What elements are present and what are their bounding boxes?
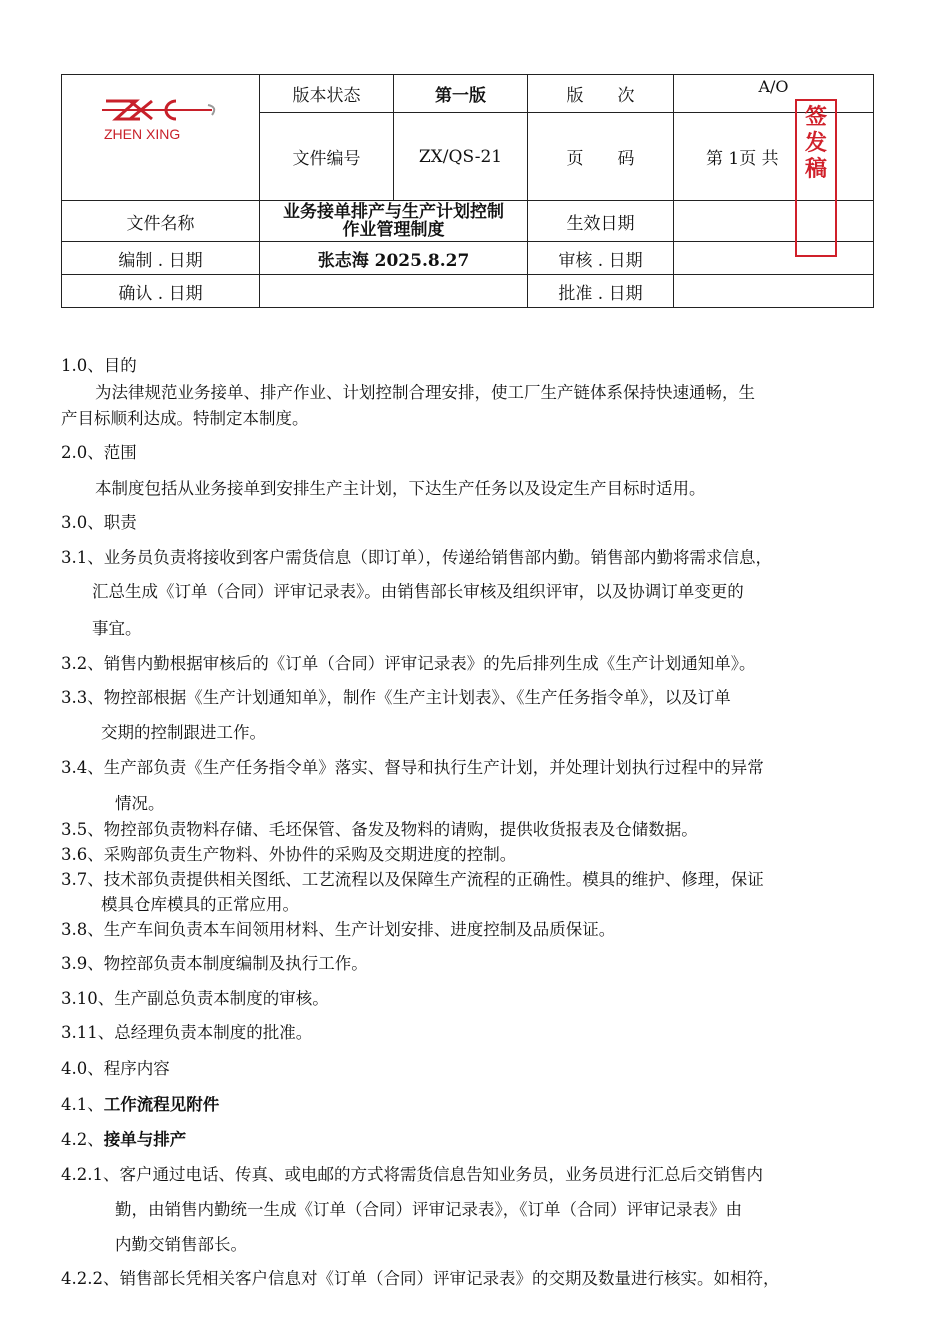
paragraph-line: 情况。 <box>115 794 165 813</box>
paragraph-line: 3.6、采购部负责生产物料、外协件的采购及交期进度的控制。 <box>61 845 517 864</box>
paragraph-line: 3.10、生产副总负责本制度的审核。 <box>61 989 329 1008</box>
subsection-number: 4.2、 <box>61 1130 104 1149</box>
paragraph-line: 3.9、物控部负责本制度编制及执行工作。 <box>61 954 368 973</box>
reviewed-label: 审核 . 日期 <box>528 242 674 275</box>
edition-label: 版 次 <box>528 75 674 113</box>
paragraph-line: 内勤交销售部长。 <box>115 1235 247 1254</box>
file-name-line2: 作业管理制度 <box>342 220 445 240</box>
issued-draft-stamp <box>795 99 837 257</box>
paragraph-line: 3.5、物控部负责物料存储、毛坯保管、备发及物料的请购，提供收货报表及仓储数据。 <box>61 820 698 839</box>
section-heading: 1.0、目的 <box>61 356 137 375</box>
stamp-char-3: 稿 <box>804 157 827 182</box>
company-logo-icon <box>102 93 222 149</box>
paragraph-line: 产目标顺利达成。特制定本制度。 <box>61 409 309 428</box>
paragraph-line: 事宜。 <box>92 619 142 638</box>
paragraph-line: 勤，由销售内勤统一生成《订单（合同）评审记录表》，《订单（合同）评审记录表》由 <box>115 1200 742 1219</box>
paragraph-line: 3.4、生产部负责《生产任务指令单》落实、督导和执行生产计划，并处理计划执行过程中的异常 <box>61 758 764 777</box>
confirmed-label: 确认 . 日期 <box>62 275 260 308</box>
approved-label: 批准 . 日期 <box>528 275 674 308</box>
effective-date-value <box>674 201 874 242</box>
page-value: 第 1页 共 <box>674 113 874 201</box>
reviewed-value <box>674 242 874 275</box>
paragraph-line: 交期的控制跟进工作。 <box>101 723 266 742</box>
version-status-label: 版本状态 <box>260 75 394 113</box>
file-name-label: 文件名称 <box>62 201 260 242</box>
logo-text: ZHEN XING <box>104 126 181 142</box>
stamp-char-2: 发 <box>804 131 827 156</box>
document-header-table <box>61 74 874 308</box>
page-label: 页 码 <box>528 113 674 201</box>
subsection-heading <box>61 1126 186 1150</box>
edition-value: A/O <box>674 75 874 113</box>
paragraph-line: 模具仓库模具的正常应用。 <box>101 895 299 914</box>
doc-number-label: 文件编号 <box>260 113 394 201</box>
subsection-title: 接单与排产 <box>103 1130 187 1149</box>
paragraph-line: 本制度包括从业务接单到安排生产主计划，下达生产任务以及设定生产目标时适用。 <box>95 479 706 498</box>
subsection-title: 工作流程见附件 <box>103 1095 220 1114</box>
paragraph-line: 汇总生成《订单（合同）评审记录表》。由销售部长审核及组织评审，以及协调订单变更的 <box>92 582 744 601</box>
effective-date-label: 生效日期 <box>528 201 674 242</box>
section-heading: 4.0、程序内容 <box>61 1059 170 1078</box>
paragraph-line: 3.3、物控部根据《生产计划通知单》，制作《生产主计划表》、《生产任务指令单》，以及订单 <box>61 688 731 707</box>
paragraph-line: 3.1、业务员负责将接收到客户需货信息（即订单），传递给销售部内勤。销售部内勤将需求信息， <box>61 548 772 567</box>
file-name-value <box>260 201 528 242</box>
stamp-char-1: 签 <box>804 105 827 130</box>
subsection-number: 4.1、 <box>61 1095 104 1114</box>
paragraph-line: 4.2.2、销售部长凭相关客户信息对《订单（合同）评审记录表》的交期及数量进行核实。如相符， <box>61 1269 780 1288</box>
subsection-heading <box>61 1091 219 1115</box>
confirmed-value <box>260 275 528 308</box>
prepared-label: 编制 . 日期 <box>62 242 260 275</box>
section-heading: 2.0、范围 <box>61 443 137 462</box>
prepared-value: 张志海 2025.8.27 <box>260 242 528 275</box>
paragraph-line: 3.8、生产车间负责本车间领用材料、生产计划安排、进度控制及品质保证。 <box>61 920 616 939</box>
section-heading: 3.0、职责 <box>61 513 137 532</box>
paragraph-line: 3.11、总经理负责本制度的批准。 <box>61 1023 313 1042</box>
file-name-line1: 业务接单排产与生产计划控制 <box>283 202 504 222</box>
paragraph-line: 为法律规范业务接单、排产作业、计划控制合理安排，使工厂生产链体系保持快速通畅，生 <box>95 383 755 402</box>
paragraph-line: 4.2.1、客户通过电话、传真、或电邮的方式将需货信息告知业务员，业务员进行汇总后交销售内 <box>61 1165 763 1184</box>
approved-value <box>674 275 874 308</box>
version-status-value: 第一版 <box>394 75 528 113</box>
doc-number-value: ZX/QS-21 <box>394 113 528 201</box>
logo-cell <box>62 75 260 201</box>
paragraph-line: 3.2、销售内勤根据审核后的《订单（合同）评审记录表》的先后排列生成《生产计划通知单》。 <box>61 654 756 673</box>
paragraph-line: 3.7、技术部负责提供相关图纸、工艺流程以及保障生产流程的正确性。模具的维护、修理，保证 <box>61 870 764 889</box>
